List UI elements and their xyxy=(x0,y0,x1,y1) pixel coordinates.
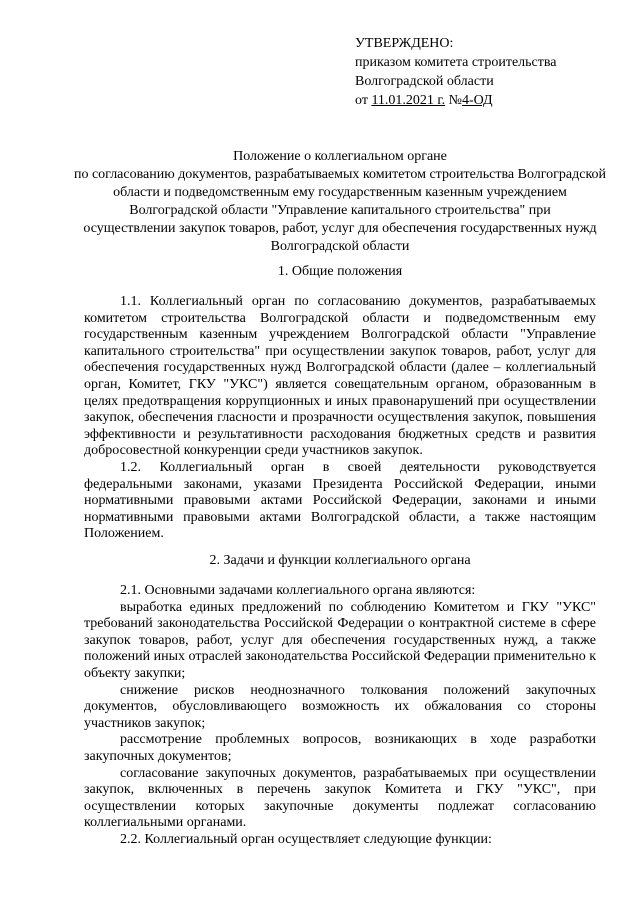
section-2-heading: 2. Задачи и функции коллегиального органа xyxy=(209,553,471,568)
document-title xyxy=(70,148,610,256)
title-line: по согласованию документов, разрабатываемых комитетом строительства Волгоградской xyxy=(73,167,607,182)
approval-date: 11.01.2021 г. xyxy=(371,93,446,108)
approval-stamp xyxy=(355,34,557,110)
paragraph: снижение рисков неоднозначного толкования положений закупочных документов, обусловливающего возможность их обжалования со стороны участников закупок; xyxy=(84,682,596,731)
paragraph: 2.1. Основными задачами коллегиального органа являются: xyxy=(120,583,476,598)
paragraph: 2.2. Коллегиальный орган осуществляет следующие функции: xyxy=(120,831,492,847)
approval-date-line xyxy=(355,91,557,110)
title-line: области и подведомственным ему государственным казенным учреждением xyxy=(113,185,567,200)
paragraph: 1.2. Коллегиальный орган в своей деятельности руководствуется федеральными законами, указами Президента Российской Федерации, иными нормативными правовыми актами Российской Федерации, законами и иными нормативными правовыми актами Волгоградской области, а также настоящим Положением. xyxy=(84,459,596,542)
section-1-heading: 1. Общие положения xyxy=(277,264,403,279)
paragraph: 1.1. Коллегиальный орган по согласованию документов, разрабатываемых комитетом строительства Волгоградской области и подведомственным ему государственным казенным учреждением Волгоградской области "Управление капитального строительства" при осуществлении закупок товаров, работ, услуг для обеспечения государственных нужд Волгоградской области (далее – коллегиальный орган, Комитет, ГКУ "УКС") является совещательным органом, образованным в целях предотвращения коррупционных и иных правонарушений при осуществлении закупок, обеспечения гласности и прозрачности осуществления закупок, повышения эффективности и результативности расходования бюджетных средств и развития добросовестной конкуренции среди участников закупок. xyxy=(84,294,596,459)
title-line: осуществлении закупок товаров, работ, услуг для обеспечения государственных нужд xyxy=(83,221,597,236)
approval-number: 4-ОД xyxy=(461,93,493,108)
approval-number-label: № xyxy=(448,93,462,108)
approval-heading: УТВЕРЖДЕНО: xyxy=(355,36,454,51)
approval-line-2: Волгоградской области xyxy=(355,74,494,89)
approval-from-label: от xyxy=(355,93,368,108)
section-1-body xyxy=(84,294,596,543)
section-2-body xyxy=(84,583,596,849)
paragraph: рассмотрение проблемных вопросов, возникающих в ходе разработки закупочных документов; xyxy=(84,732,596,764)
title-line: Волгоградской области xyxy=(270,239,410,254)
approval-line-1: приказом комитета строительства xyxy=(355,55,557,70)
paragraph: согласование закупочных документов, разрабатываемых при осуществлении закупок, включенных в перечень закупок Комитета и ГКУ "УКС", при осуществлении которых закупочные документы подлежат согласованию коллегиальными органами. xyxy=(84,765,596,831)
paragraph: выработка единых предложений по соблюдению Комитетом и ГКУ "УКС" требований законодательства Российской Федерации о контрактной системе в сфере закупок товаров, работ, услуг для обеспечения государственных нужд, а также положений иных отраслей законодательства Российской Федерации применительно к объекту закупки; xyxy=(84,599,596,681)
title-line: Волгоградской области "Управление капитального строительства" при xyxy=(129,203,551,218)
title-line: Положение о коллегиальном органе xyxy=(233,149,447,164)
